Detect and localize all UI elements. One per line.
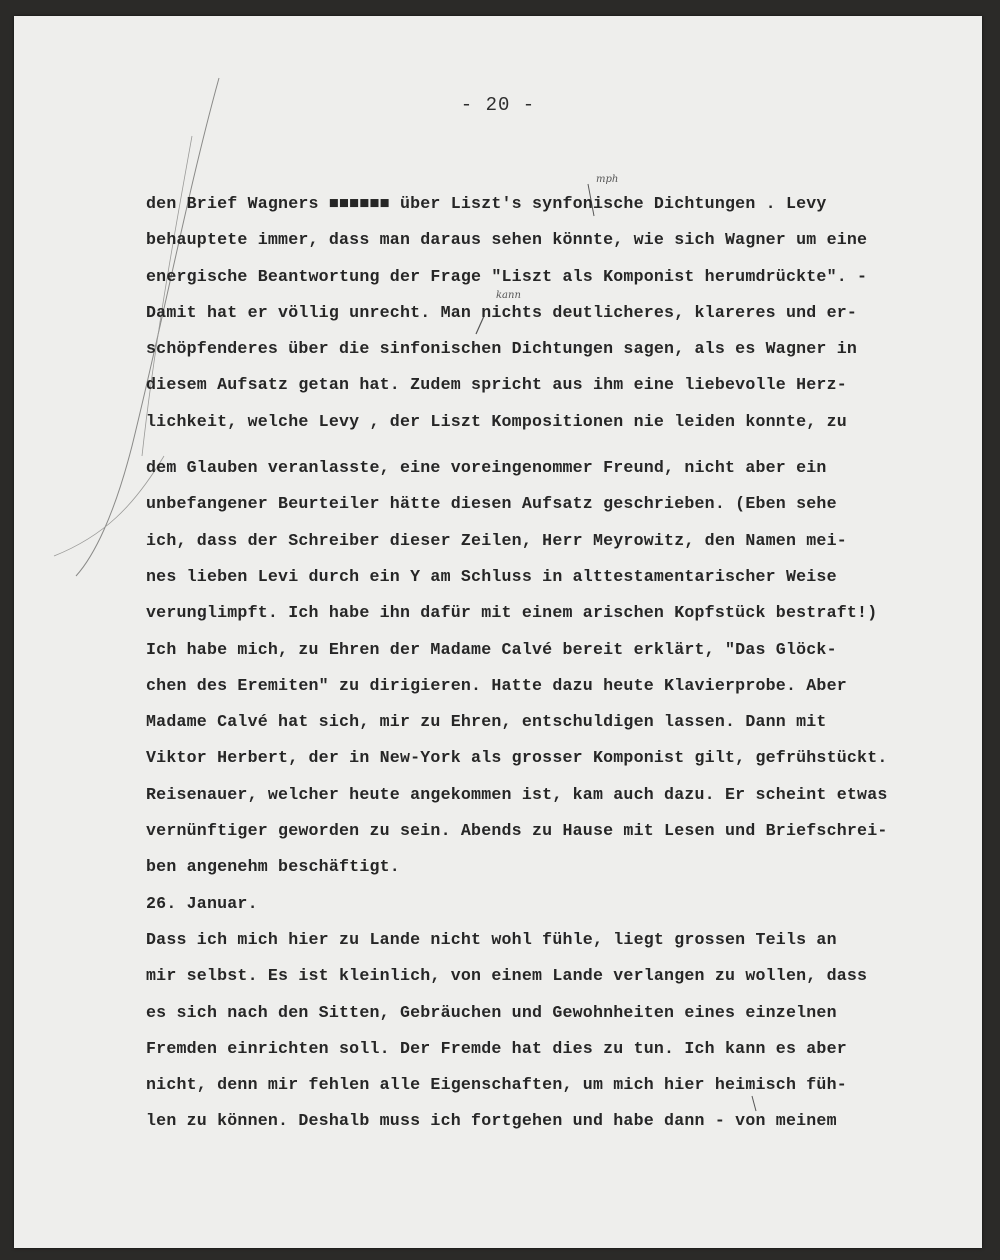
text-line: Reisenauer, welcher heute angekommen ist, kam auch dazu. Er scheint etwas: [146, 784, 888, 804]
text-line: vernünftiger geworden zu sein. Abends zu Hause mit Lesen und Briefschrei-: [146, 821, 888, 841]
text-line: mir selbst. Es ist kleinlich, von einem Lande verlangen zu wollen, dass: [146, 966, 868, 986]
text-line: Fremden einrichten soll. Der Fremde hat dies zu tun. Ich kann es aber: [146, 1038, 847, 1058]
margin-note-kann: kann: [496, 290, 521, 301]
date-heading: 26. Januar.: [146, 893, 258, 913]
text-line: unbefangener Beurteiler hätte diesen Aufsatz geschrieben. (Eben sehe: [146, 494, 837, 514]
text-line: ich, dass der Schreiber dieser Zeilen, Herr Meyrowitz, den Namen mei-: [146, 530, 847, 550]
page-number: - 20 -: [460, 94, 536, 116]
text-line: Dass ich mich hier zu Lande nicht wohl fühle, liegt grossen Teils an: [146, 929, 837, 949]
text-line: verunglimpft. Ich habe ihn dafür mit einem arischen Kopfstück bestraft!): [146, 603, 878, 623]
text-line: Damit hat er völlig unrecht. Man nichts deutlicheres, klareres und er-: [146, 302, 858, 322]
margin-note-mph: mph: [596, 174, 619, 185]
text-line: behauptete immer, dass man daraus sehen könnte, wie sich Wagner um eine: [146, 230, 868, 250]
text-line: schöpfenderes über die sinfonischen Dichtungen sagen, als es Wagner in: [146, 339, 858, 359]
text-line: lichkeit, welche Levy , der Liszt Kompositionen nie leiden konnte, zu: [146, 411, 847, 431]
text-line: den Brief Wagners ■■■■■■ über Liszt's synfonische Dichtungen . Levy: [146, 194, 827, 213]
typed-body: [146, 186, 976, 1140]
typed-page: [14, 16, 982, 1248]
text-line: diesem Aufsatz getan hat. Zudem spricht aus ihm eine liebevolle Herz-: [146, 375, 847, 395]
text-line: Ich habe mich, zu Ehren der Madame Calvé bereit erklärt, "Das Glöck-: [146, 639, 837, 659]
text-line: chen des Eremiten" zu dirigieren. Hatte dazu heute Klavierprobe. Aber: [146, 675, 847, 695]
text-line: dem Glauben veranlasste, eine voreingenommer Freund, nicht aber ein: [146, 458, 827, 478]
text-line: Viktor Herbert, der in New-York als grosser Komponist gilt, gefrühstückt.: [146, 748, 888, 768]
text-line: es sich nach den Sitten, Gebräuchen und Gewohnheiten eines einzelnen: [146, 1002, 837, 1022]
text-line: len zu können. Deshalb muss ich fortgehen und habe dann - von meinem: [146, 1111, 837, 1131]
text-line: energische Beantwortung der Frage "Liszt als Komponist herumdrückte". -: [146, 266, 868, 286]
text-line: ben angenehm beschäftigt.: [146, 857, 400, 877]
text-line: nes lieben Levi durch ein Y am Schluss in alttestamentarischer Weise: [146, 566, 837, 586]
text-line: nicht, denn mir fehlen alle Eigenschaften, um mich hier heimisch füh-: [146, 1075, 847, 1095]
text-line: Madame Calvé hat sich, mir zu Ehren, entschuldigen lassen. Dann mit: [146, 712, 827, 732]
